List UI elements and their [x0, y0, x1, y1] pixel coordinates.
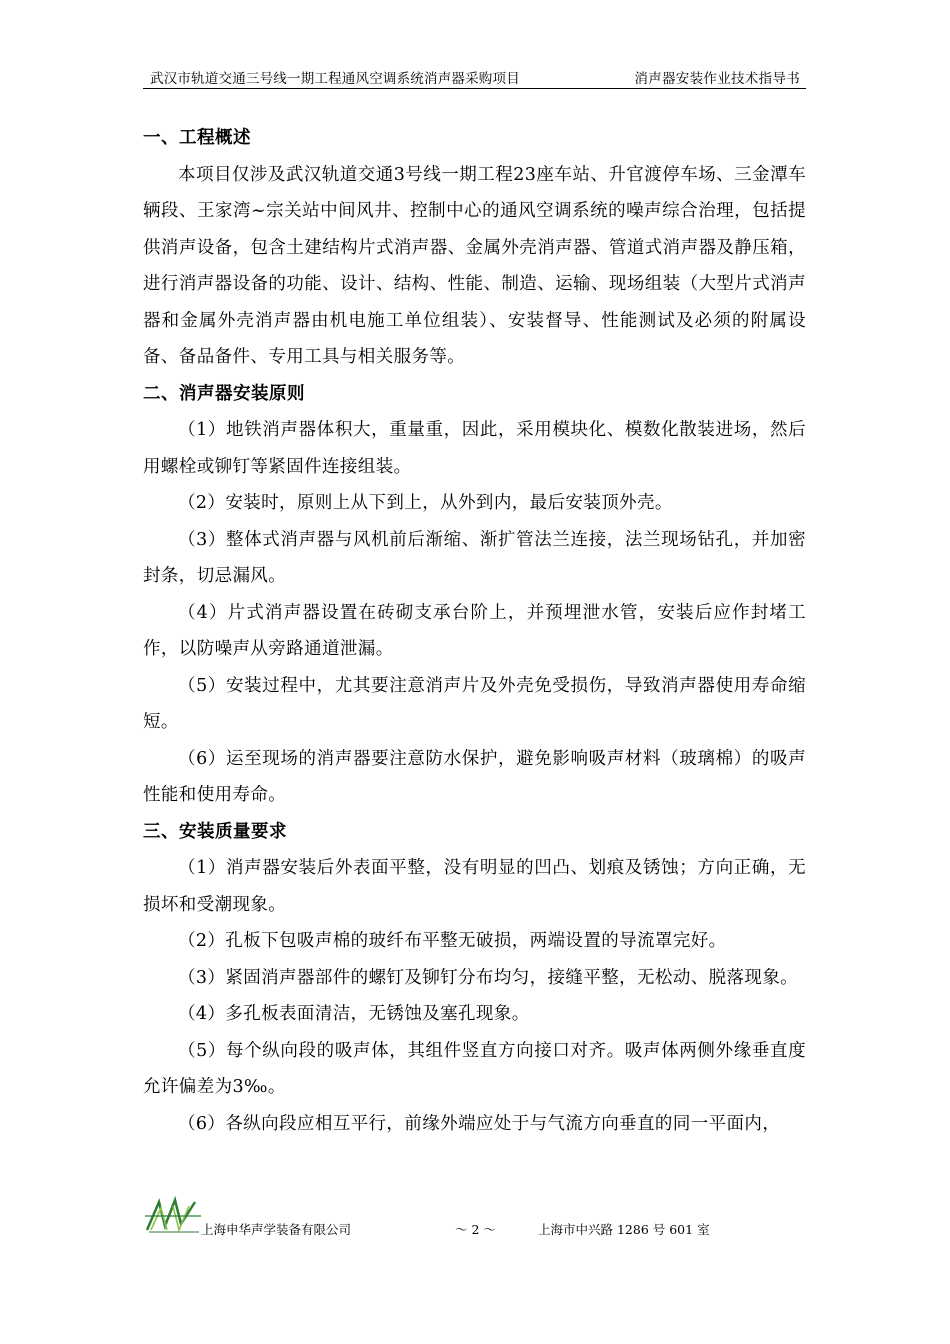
- paragraph: （1）地铁消声器体积大，重量重，因此，采用模块化、模数化散装进场，然后用螺栓或铆钉等紧固件连接组装。: [143, 420, 806, 477]
- company-logo-icon: [145, 1196, 201, 1234]
- section-quality-requirements: [143, 814, 806, 1143]
- paragraph: （6）运至现场的消声器要注意防水保护，避免影响吸声材料（玻璃棉）的吸声性能和使用寿命。: [143, 748, 806, 805]
- paragraph: （6）各纵向段应相互平行，前缘外端应处于与气流方向垂直的同一平面内，: [178, 1113, 781, 1134]
- paragraph: 本项目仅涉及武汉轨道交通3号线一期工程23座车站、升官渡停车场、三金潭车辆段、王家湾~宗关站中间风井、控制中心的通风空调系统的噪声综合治理，包括提供消声设备，包含土建结构片式消声器、金属外壳消声器、管道式消声器及静压箱，进行消声器设备的功能、设计、结构、性能、制造、运输、现场组装（大型片式消声器和金属外壳消声器由机电施工单位组装）、安装督导、性能测试及必须的附属设备、备品备件、专用工具与相关服务等。: [143, 164, 806, 367]
- section-heading: 三、安装质量要求: [143, 821, 287, 842]
- page-header: [143, 64, 806, 89]
- header-project-title: 武汉市轨道交通三号线一期工程通风空调系统消声器采购项目: [150, 71, 520, 87]
- paragraph: （3）紧固消声器部件的螺钉及铆钉分布均匀，接缝平整，无松动、脱落现象。: [178, 967, 799, 988]
- footer-company-name: 上海申华声学装备有限公司: [201, 1222, 352, 1237]
- paragraph: （1）消声器安装后外表面平整，没有明显的凹凸、划痕及锈蚀；方向正确，无损坏和受潮现象。: [143, 858, 806, 915]
- section-overview: [143, 120, 806, 376]
- paragraph: （5）每个纵向段的吸声体，其组件竖直方向接口对齐。吸声体两侧外缘垂直度允许偏差为3‰。: [143, 1040, 806, 1097]
- paragraph: （4）多孔板表面清洁，无锈蚀及塞孔现象。: [178, 1004, 530, 1024]
- page-footer: [143, 1196, 806, 1240]
- footer-address: 上海市中兴路 1286 号 601 室: [538, 1222, 710, 1237]
- header-document-title: 消声器安装作业技术指导书: [634, 71, 800, 87]
- page-number: ～ 2 ～: [455, 1222, 496, 1237]
- paragraph: （2）安装时，原则上从下到上，从外到内，最后安装顶外壳。: [178, 493, 673, 513]
- section-heading: 二、消声器安装原则: [143, 383, 305, 404]
- document-body: [143, 120, 806, 1142]
- paragraph: （4）片式消声器设置在砖砌支承台阶上，并预埋泄水管，安装后应作封堵工作，以防噪声从旁路通道泄漏。: [143, 602, 806, 659]
- paragraph: （2）孔板下包吸声棉的玻纤布平整无破损，两端设置的导流罩完好。: [178, 931, 727, 951]
- paragraph: （5）安装过程中，尤其要注意消声片及外壳免受损伤，导致消声器使用寿命缩短。: [143, 675, 806, 732]
- paragraph: （3）整体式消声器与风机前后渐缩、渐扩管法兰连接，法兰现场钻孔，并加密封条，切忌漏风。: [143, 529, 806, 586]
- section-heading: 一、工程概述: [143, 128, 251, 148]
- section-installation-principles: [143, 376, 806, 814]
